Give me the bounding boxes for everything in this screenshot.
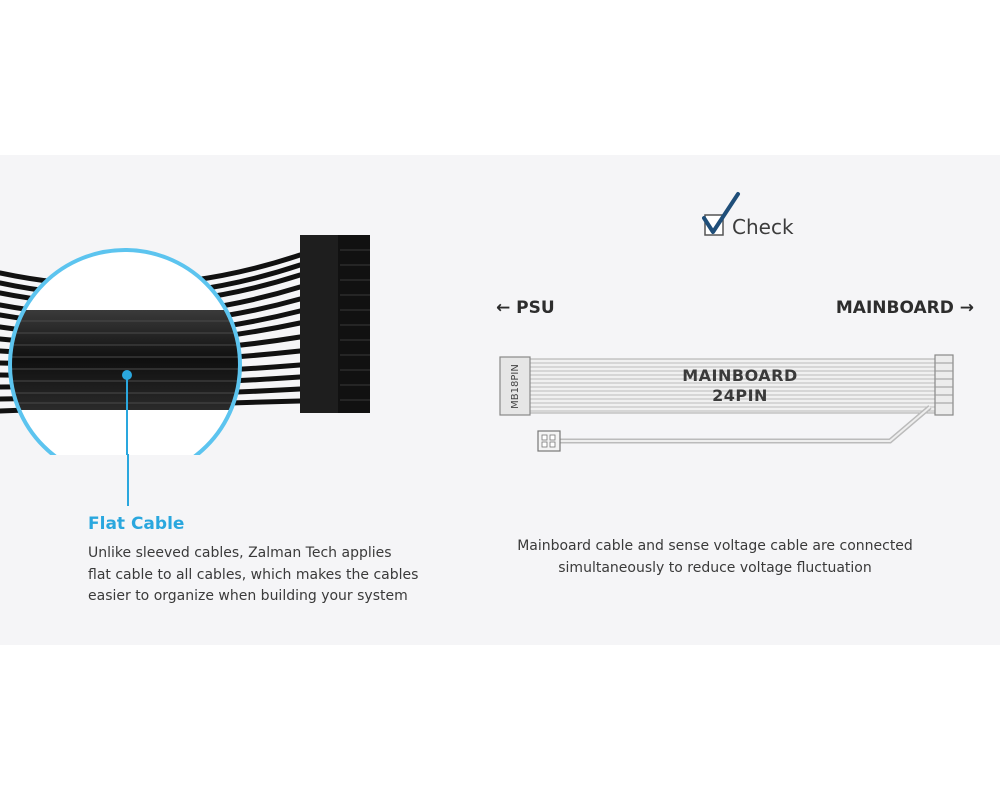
mb18pin-label: MB18PIN [509, 363, 521, 409]
diagram-desc-line: Mainboard cable and sense voltage cable are connected [517, 538, 913, 554]
flat-cable-photo [0, 155, 420, 455]
check-label: Check [732, 215, 794, 239]
mb18pin-connector [500, 357, 530, 415]
callout-line [126, 454, 130, 506]
flat-cable-desc-line: Unlike sleeved cables, Zalman Tech applies [88, 545, 392, 561]
flat-cable-desc-line: easier to organize when building your system [88, 588, 408, 604]
flat-cable-title: Flat Cable [88, 514, 185, 534]
flat-cable-desc-line: flat cable to all cables, which makes the cables [88, 566, 419, 583]
diagram-description [480, 536, 950, 579]
diagram-desc-line: simultaneously to reduce voltage fluctuation [558, 559, 872, 576]
check-heading [702, 190, 832, 240]
mainboard-direction-label: MAINBOARD → [835, 298, 974, 318]
flat-cable-description [88, 543, 448, 608]
psu-direction-label: ← PSU [496, 298, 555, 318]
cable-text-line2: 24PIN [712, 386, 768, 405]
cable-text-line1: MAINBOARD [682, 366, 798, 385]
